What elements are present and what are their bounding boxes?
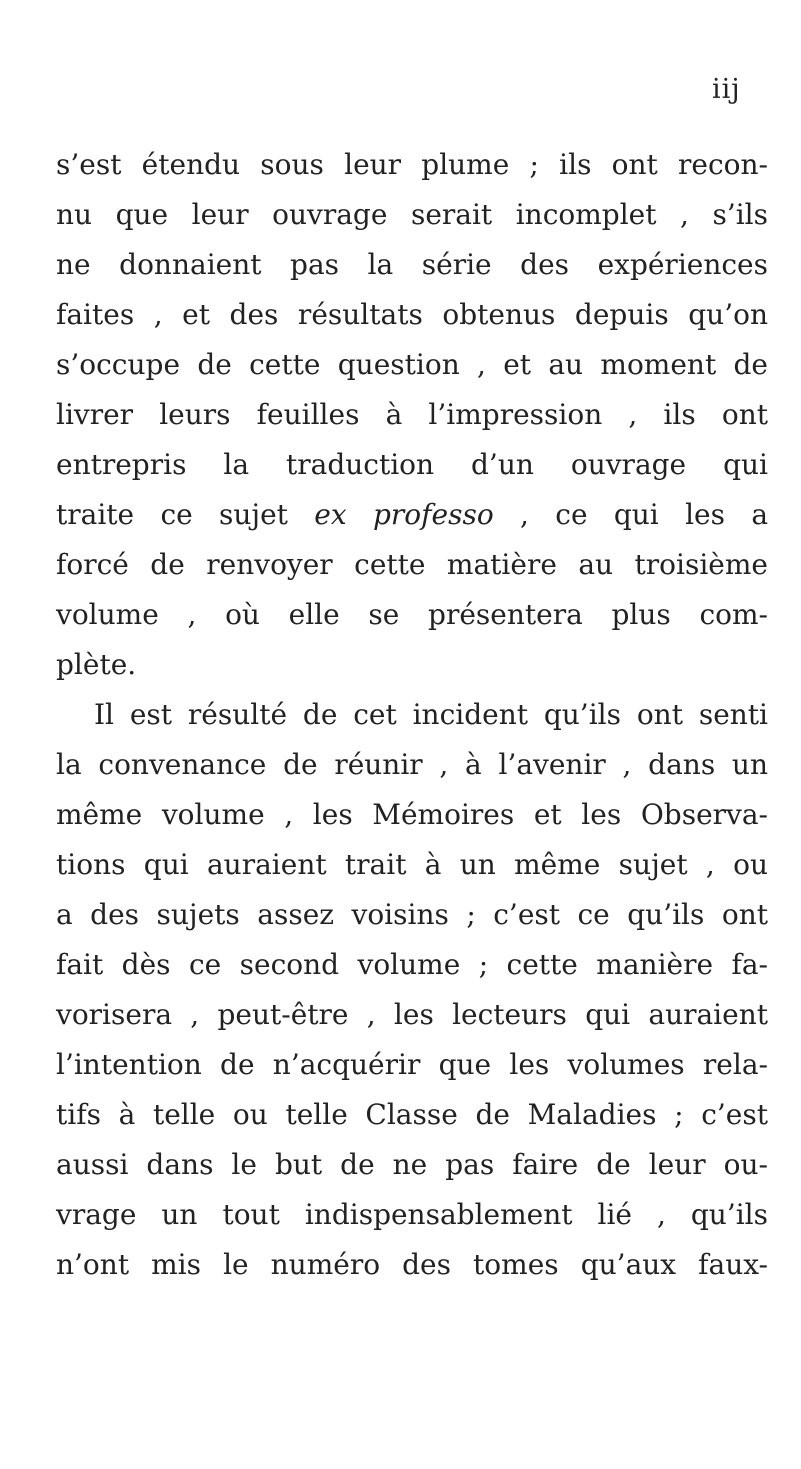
text-segment: aussi dans le but de ne pas faire de leur ou- [56, 1148, 768, 1181]
text-line [56, 1140, 768, 1190]
text-line [56, 390, 768, 440]
text-line [56, 690, 768, 740]
text-segment: , ce qui les a [493, 498, 769, 531]
text-line [56, 1190, 768, 1240]
text-line [56, 990, 768, 1040]
text-segment: ne donnaient pas la série des expériences [56, 248, 768, 281]
text-segment: traite ce sujet [56, 498, 315, 531]
text-line [56, 1090, 768, 1140]
body-text [56, 140, 768, 1290]
text-segment: vrage un tout indispensablement lié , qu’ils [56, 1198, 768, 1231]
text-segment: tifs à telle ou telle Classe de Maladies ; c’est [56, 1098, 768, 1131]
text-line [56, 590, 768, 640]
text-line [56, 840, 768, 890]
text-segment: vorisera , peut-être , les lecteurs qui auraient [56, 998, 768, 1031]
text-line [56, 140, 768, 190]
text-line [56, 440, 768, 490]
text-segment: plète. [56, 648, 137, 681]
text-line [56, 340, 768, 390]
text-line [56, 890, 768, 940]
text-segment: livrer leurs feuilles à l’impression , ils ont [56, 398, 768, 431]
text-segment: volume , où elle se présentera plus com- [56, 598, 768, 631]
text-line [56, 190, 768, 240]
text-segment: Il est résulté de cet incident qu’ils ont senti [94, 698, 768, 731]
text-line [56, 1240, 768, 1290]
page-number: iij [712, 74, 741, 105]
text-segment: a des sujets assez voisins ; c’est ce qu’ils ont [56, 898, 768, 931]
text-segment: faites , et des résultats obtenus depuis qu’on [56, 298, 768, 331]
text-segment: la convenance de réunir , à l’avenir , dans un [56, 748, 768, 781]
text-segment: même volume , les Mémoires et les Observa- [56, 798, 768, 831]
text-line [56, 790, 768, 840]
text-segment: fait dès ce second volume ; cette manière fa- [56, 948, 768, 981]
text-line [56, 490, 768, 540]
text-line [56, 540, 768, 590]
text-line [56, 640, 768, 690]
text-line [56, 240, 768, 290]
text-segment: s’occupe de cette question , et au moment de [56, 348, 768, 381]
text-segment: forcé de renvoyer cette matière au troisième [56, 548, 768, 581]
text-segment: tions qui auraient trait à un même sujet , ou [56, 848, 768, 881]
text-line [56, 740, 768, 790]
text-segment: n’ont mis le numéro des tomes qu’aux faux- [56, 1248, 768, 1281]
text-segment: l’intention de n’acquérir que les volumes rela- [56, 1048, 768, 1081]
text-line [56, 290, 768, 340]
text-line [56, 940, 768, 990]
italic-phrase: ex professo [314, 498, 494, 531]
text-segment: s’est étendu sous leur plume ; ils ont recon- [56, 148, 768, 181]
text-segment: nu que leur ouvrage serait incomplet , s’ils [56, 198, 768, 231]
text-line [56, 1040, 768, 1090]
text-segment: entrepris la traduction d’un ouvrage qui [56, 448, 768, 481]
